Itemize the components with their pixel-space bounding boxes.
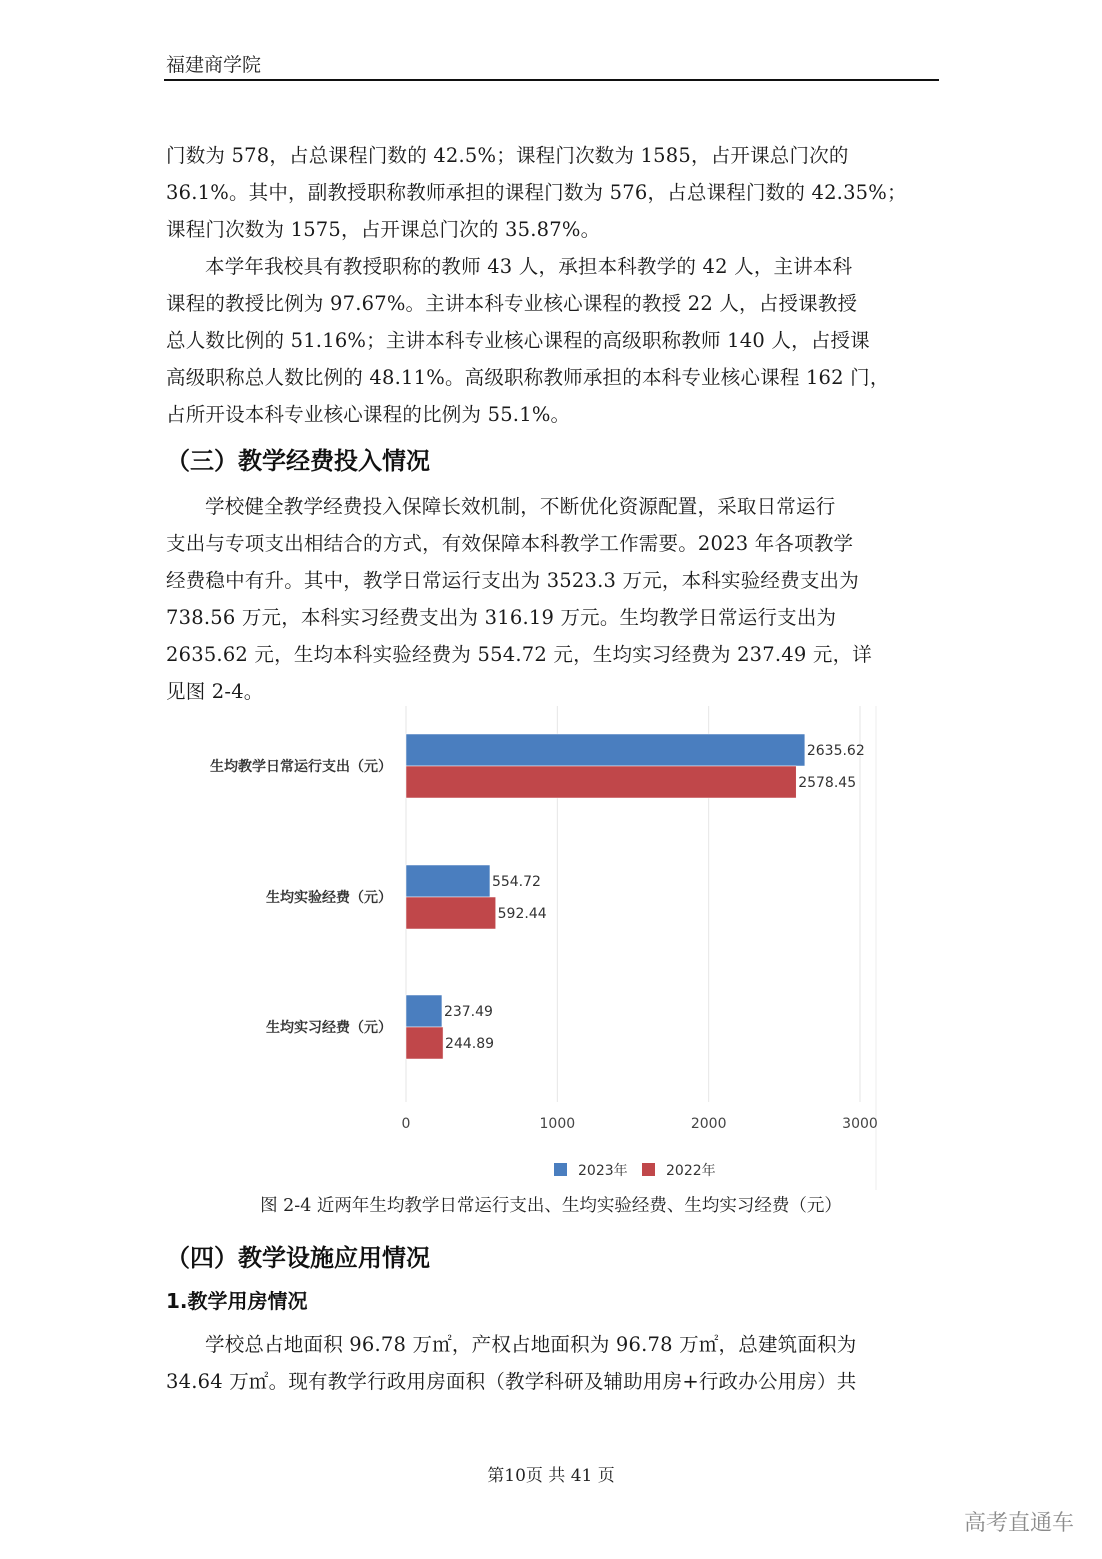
bar-value-label: 237.49 (443, 1004, 493, 1020)
text-line: 本学年我校具有教授职称的教师 43 人，承担本科教学的 42 人，主讲本科 (205, 255, 853, 278)
header-rule (164, 79, 939, 81)
text-line: 高级职称总人数比例的 48.11%。高级职称教师承担的本科专业核心课程 162 门， (166, 366, 890, 389)
bar-value-label: 2578.45 (798, 775, 857, 791)
x-tick-label: 1000 (539, 1116, 576, 1132)
category-label: 生均实习经费（元） (266, 1020, 392, 1036)
paragraph-land-area (166, 1326, 938, 1400)
legend-swatch (642, 1163, 655, 1176)
text-line: 36.1%。其中，副教授职称教师承担的课程门数为 576，占总课程门数的 42.35%； (166, 181, 907, 204)
text-line: 课程的教授比例为 97.67%。主讲本科专业核心课程的教授 22 人，占授课教授 (166, 292, 858, 315)
bar-value-label: 554.72 (491, 874, 541, 890)
section-heading-facilities: （四）教学设施应用情况 (166, 1244, 430, 1272)
section-heading-funding: （三）教学经费投入情况 (166, 447, 430, 475)
bar-2022 (406, 766, 796, 798)
bar-value-label: 2635.62 (806, 743, 865, 759)
legend-label: 2022年 (666, 1163, 716, 1179)
text-line: 课程门次数为 1575，占开课总门次的 35.87%。 (166, 218, 601, 241)
text-line: 经费稳中有升。其中，教学日常运行支出为 3523.3 万元，本科实验经费支出为 (166, 569, 859, 592)
paragraph-professor-stats (166, 248, 938, 433)
text-line: 2635.62 元，生均本科实验经费为 554.72 元，生均实习经费为 237.49 元，详 (166, 643, 872, 666)
bar-2022 (406, 1027, 443, 1059)
x-tick-label: 3000 (842, 1116, 878, 1132)
legend-swatch (554, 1163, 567, 1176)
watermark: 高考直通车 (963, 1511, 1074, 1536)
category-label: 生均教学日常运行支出（元） (210, 759, 392, 775)
legend-label: 2023年 (578, 1163, 628, 1179)
x-tick-label: 0 (401, 1116, 411, 1132)
paragraph-funding (166, 488, 938, 710)
bar-2022 (406, 897, 496, 929)
text-line: 学校总占地面积 96.78 万㎡，产权占地面积为 96.78 万㎡，总建筑面积为 (205, 1333, 857, 1356)
bar-2023 (406, 995, 442, 1027)
text-line: 占所开设本科专业核心课程的比例为 55.1%。 (166, 403, 571, 426)
x-tick-label: 2000 (690, 1116, 727, 1132)
text-line: 支出与专项支出相结合的方式，有效保障本科教学工作需要。2023 年各项教学 (166, 532, 854, 555)
bar-value-label: 244.89 (445, 1036, 495, 1052)
text-line: 34.64 万㎡。现有教学行政用房面积（教学科研及辅助用房+行政办公用房）共 (166, 1370, 857, 1393)
bar-2023 (406, 865, 490, 897)
sub-heading-teaching-rooms: 1.教学用房情况 (166, 1289, 308, 1313)
text-line: 学校健全教学经费投入保障长效机制，不断优化资源配置，采取日常运行 (205, 495, 836, 518)
page-footer: 第10页 共 41 页 (487, 1466, 615, 1486)
figure-caption: 图 2-4 近两年生均教学日常运行支出、生均实验经费、生均实习经费（元） (260, 1196, 842, 1216)
paragraph-course-stats (166, 137, 938, 248)
text-line: 总人数比例的 51.16%；主讲本科专业核心课程的高级职称教师 140 人，占授课 (166, 329, 870, 352)
bar-chart (170, 702, 880, 1192)
header-title: 福建商学院 (166, 54, 262, 76)
category-label: 生均实验经费（元） (266, 890, 392, 906)
text-line: 见图 2-4。 (166, 680, 264, 703)
bar-value-label: 592.44 (497, 906, 547, 922)
bar-2023 (406, 734, 805, 766)
text-line: 门数为 578，占总课程门数的 42.5%；课程门次数为 1585，占开课总门次的 (166, 144, 849, 167)
text-line: 738.56 万元，本科实习经费支出为 316.19 万元。生均教学日常运行支出为 (166, 606, 837, 629)
